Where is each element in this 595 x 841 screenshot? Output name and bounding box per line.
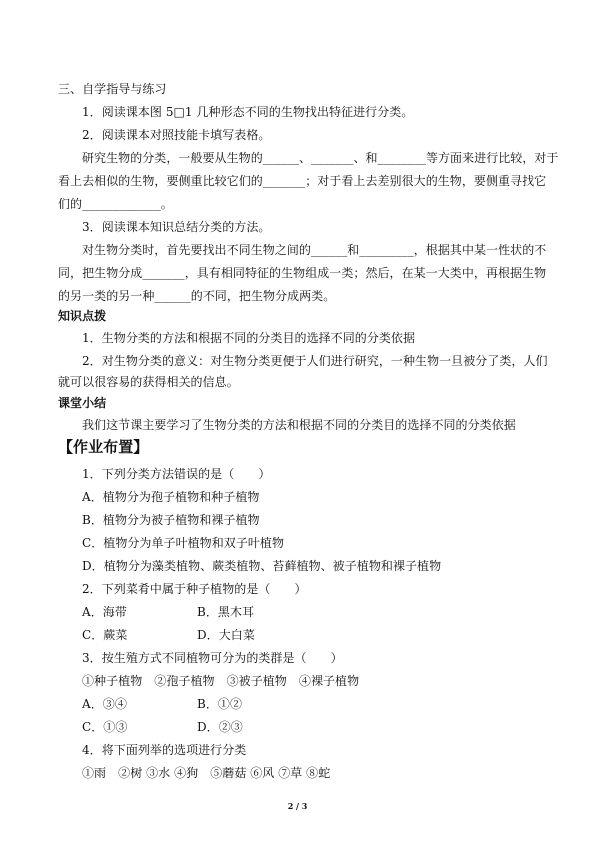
question-1-option-c: C．植物分为单子叶植物和双子叶植物 <box>82 536 285 550</box>
question-1-option-a: A．植物分为孢子植物和种子植物 <box>82 490 260 504</box>
section-heading: 三、自学指导与练习 <box>58 82 167 96</box>
homework-heading: 【作业布置】 <box>58 438 149 456</box>
fill-in-paragraph-1-line-1: 研究生物的分类，一般要从生物的______、_______、和________等方面来进行比较，对于 <box>82 151 559 165</box>
question-2-option-c: C．蕨菜 <box>82 628 128 642</box>
question-3-option-a: A．③④ <box>82 697 127 711</box>
question-3: 3．按生殖方式不同植物可分为的类群是（ ） <box>82 651 343 665</box>
knowledge-point-2-line-1: 2．对生物分类的意义：对生物分类更便于人们进行研究，一种生物一旦被分了类，人们 <box>82 354 548 368</box>
question-2-option-a: A．海带 <box>82 605 127 619</box>
fill-in-paragraph-2-line-1: 对生物分类时，首先要找出不同生物之间的______和_________，根据其中某一性状的不 <box>82 243 547 257</box>
question-1-option-d: D．植物分为藻类植物、蕨类植物、苔藓植物、被子植物和裸子植物 <box>82 559 442 573</box>
question-3-option-c: C．①③ <box>82 720 128 734</box>
instruction-1: 1．阅读课本图 5□1 几种形态不同的生物找出特征进行分类。 <box>82 105 414 119</box>
summary-heading: 课堂小结 <box>58 396 107 410</box>
knowledge-point-2-line-2: 就可以很容易的获得相关的信息。 <box>58 375 239 389</box>
knowledge-point-1: 1．生物分类的方法和根据不同的分类目的选择不同的分类依据 <box>82 331 416 345</box>
question-1: 1．下列分类方法错误的是（ ） <box>82 467 271 481</box>
instruction-2: 2．阅读课本对照技能卡填写表格。 <box>82 128 271 142</box>
fill-in-paragraph-1-line-2: 看上去相似的生物，要侧重比较它们的_______；对于看上去差别很大的生物，要侧重寻找它 <box>58 174 547 188</box>
knowledge-heading: 知识点拨 <box>58 309 107 323</box>
fill-in-paragraph-1-line-3: 们的_____________。 <box>58 197 173 211</box>
question-2: 2．下列菜肴中属于种子植物的是（ ） <box>82 582 307 596</box>
question-1-option-b: B．植物分为被子植物和裸子植物 <box>82 513 260 527</box>
question-3-option-d: D．②③ <box>197 720 243 734</box>
page-number: 2 / 3 <box>287 801 308 811</box>
summary-text: 我们这节课主要学习了生物分类的方法和根据不同的分类目的选择不同的分类依据 <box>82 418 516 432</box>
question-2-option-d: D．大白菜 <box>197 628 255 642</box>
question-4: 4．将下面列举的选项进行分类 <box>82 743 247 757</box>
fill-in-paragraph-2-line-3: 的另一类的另一种______的不同，把生物分成两类。 <box>58 289 336 303</box>
question-4-items: ①雨 ②树 ③水 ④狗 ⑤蘑菇 ⑥风 ⑦草 ⑧蛇 <box>82 766 331 780</box>
question-3-option-b: B．①② <box>197 697 243 711</box>
question-2-option-b: B．黑木耳 <box>197 605 255 619</box>
instruction-3: 3．阅读课本知识总结分类的方法。 <box>82 220 271 234</box>
question-3-items: ①种子植物 ②孢子植物 ③被子植物 ④裸子植物 <box>82 674 360 688</box>
fill-in-paragraph-2-line-2: 同，把生物分成_______，具有相同特征的生物组成一类；然后，在某一大类中，再根据生物 <box>58 266 547 280</box>
